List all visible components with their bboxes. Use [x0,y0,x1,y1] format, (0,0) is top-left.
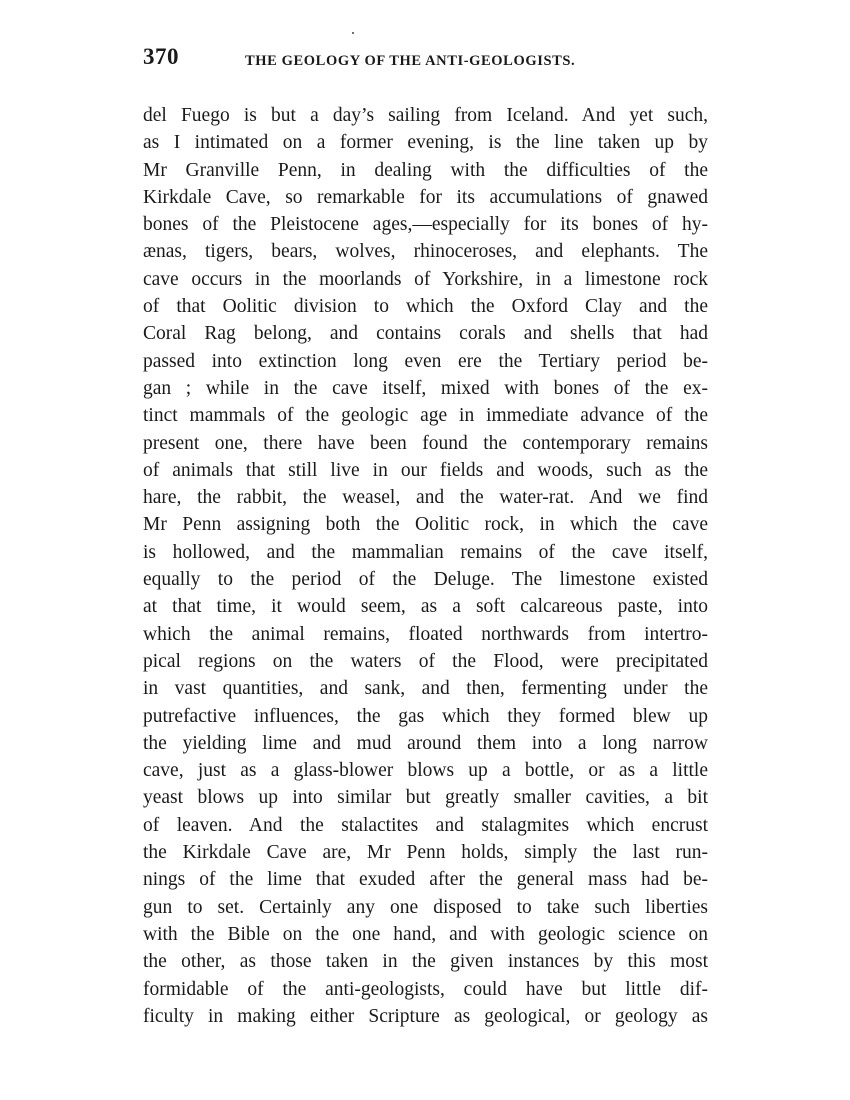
text-line: formidable of the anti-geologists, could have but little dif- [143,978,708,1000]
text-line: pical regions on the waters of the Flood, were precipitated [143,650,708,672]
text-line: in vast quantities, and sank, and then, fermenting under the [143,678,708,700]
page-header [143,44,708,78]
text-line: passed into extinction long even ere the Tertiary period be- [143,350,708,372]
text-line: at that time, it would seem, as a soft calcareous paste, into [143,596,708,618]
text-line: ænas, tigers, bears, wolves, rhinoceroses, and elephants. The [143,241,708,263]
text-line: yeast blows up into similar but greatly smaller cavities, a bit [143,787,708,809]
page-number: 370 [143,44,179,69]
text-line: of leaven. And the stalactites and stalagmites which encrust [143,814,708,836]
text-line: which the animal remains, floated northwards from intertro- [143,623,708,645]
text-line: Coral Rag belong, and contains corals and shells that had [143,323,708,345]
text-line: Mr Granville Penn, in dealing with the difficulties of the [143,159,708,181]
text-line: of that Oolitic division to which the Oxford Clay and the [143,296,708,318]
text-line: is hollowed, and the mammalian remains of the cave itself, [143,541,708,563]
text-line: putrefactive influences, the gas which they formed blew up [143,705,708,727]
text-line: gan ; while in the cave itself, mixed with bones of the ex- [143,377,708,399]
text-line: Kirkdale Cave, so remarkable for its accumulations of gnawed [143,186,708,208]
text-line: ficulty in making either Scripture as geological, or geology as [143,1005,708,1027]
text-line: del Fuego is but a day’s sailing from Iceland. And yet such, [143,105,708,126]
text-line: cave, just as a glass-blower blows up a bottle, or as a little [143,760,708,782]
text-line: nings of the lime that exuded after the general mass had be- [143,869,708,891]
text-line: cave occurs in the moorlands of Yorkshire, in a limestone rock [143,268,708,290]
text-line: the yielding lime and mud around them into a long narrow [143,732,708,754]
text-line: Mr Penn assigning both the Oolitic rock, in which the cave [143,514,708,536]
text-line: gun to set. Certainly any one disposed to take such liberties [143,896,708,918]
text-line: bones of the Pleistocene ages,—especially for its bones of hy- [143,214,708,236]
running-head: THE GEOLOGY OF THE ANTI-GEOLOGISTS. [245,53,576,69]
text-line: as I intimated on a former evening, is the line taken up by [143,132,708,154]
print-speck [352,32,354,34]
text-line: of animals that still live in our fields and woods, such as the [143,459,708,481]
text-line: the Kirkdale Cave are, Mr Penn holds, simply the last run- [143,842,708,864]
text-line: the other, as those taken in the given instances by this most [143,951,708,973]
body-paragraph [143,102,708,1030]
text-line: tinct mammals of the geologic age in immediate advance of the [143,405,708,427]
text-line: present one, there have been found the contemporary remains [143,432,708,454]
text-line: with the Bible on the one hand, and with geologic science on [143,923,708,945]
text-line: equally to the period of the Deluge. The limestone existed [143,569,708,591]
text-line: hare, the rabbit, the weasel, and the water-rat. And we find [143,487,708,509]
